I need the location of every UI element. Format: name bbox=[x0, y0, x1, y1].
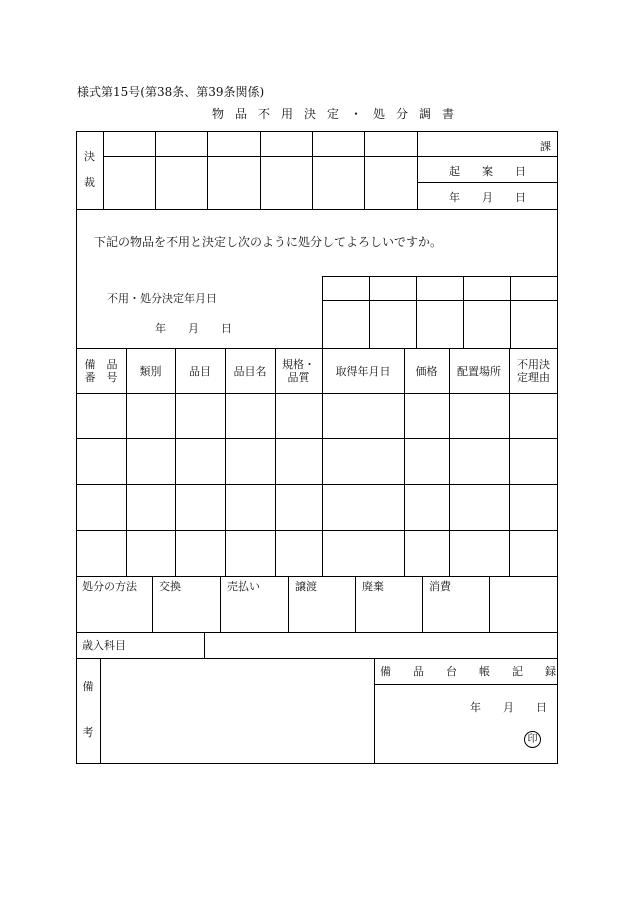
header-category: 類別 bbox=[139, 364, 162, 378]
remarks-label-2: 考 bbox=[82, 725, 94, 739]
decision-date-label: 不用・処分決定年月日 bbox=[107, 292, 217, 305]
decision-date-value[interactable]: 年 月 日 bbox=[155, 322, 232, 335]
table-row[interactable] bbox=[77, 394, 557, 438]
disposal-option-exchange[interactable]: 交換 bbox=[159, 580, 181, 593]
approval-stamp-cell[interactable] bbox=[104, 157, 155, 209]
approval-label-2: 裁 bbox=[84, 175, 95, 189]
draft-date-value[interactable]: 年 月 日 bbox=[449, 191, 526, 204]
ledger-record-title: 備 品 台 帳 記 録 bbox=[380, 665, 556, 678]
header-item-number: 備 品 番 号 bbox=[84, 358, 118, 384]
header-reason: 不用決 定理由 bbox=[517, 358, 550, 384]
disposal-option-scrap[interactable]: 廃棄 bbox=[362, 580, 384, 593]
disposal-option-consume[interactable]: 消費 bbox=[429, 580, 451, 593]
disposal-option-sale[interactable]: 売払い bbox=[227, 580, 260, 593]
disposal-option-transfer[interactable]: 譲渡 bbox=[295, 580, 317, 593]
header-acquired-date: 取得年月日 bbox=[335, 364, 391, 378]
remarks-field[interactable] bbox=[101, 659, 374, 763]
revenue-account-label: 歳入科目 bbox=[82, 639, 126, 652]
approval-label-1: 決 bbox=[84, 149, 95, 163]
header-item: 品目 bbox=[189, 364, 211, 378]
statement-text: 下記の物品を不用と決定し次のように処分してよろしいですか。 bbox=[94, 235, 443, 249]
page-title: 物品不用決定・処分調書 bbox=[212, 107, 466, 121]
header-price: 価格 bbox=[415, 364, 438, 378]
table-row[interactable] bbox=[77, 485, 557, 530]
header-location: 配置場所 bbox=[457, 364, 501, 378]
ledger-date[interactable]: 年 月 日 bbox=[470, 701, 547, 714]
form-number: 様式第15号(第38条、第39条関係) bbox=[77, 85, 265, 99]
header-item-name: 品目名 bbox=[233, 364, 267, 378]
remarks-label-1: 備 bbox=[82, 679, 94, 693]
disposal-method-label: 処分の方法 bbox=[82, 580, 137, 593]
header-spec: 規格・ 品質 bbox=[282, 358, 315, 384]
revenue-account-field[interactable] bbox=[205, 633, 557, 658]
draft-date-label: 起 案 日 bbox=[449, 165, 526, 178]
table-row[interactable] bbox=[77, 531, 557, 576]
table-row[interactable] bbox=[77, 439, 557, 484]
seal-mark: 印 bbox=[524, 731, 541, 748]
section-label: 課 bbox=[540, 140, 551, 153]
